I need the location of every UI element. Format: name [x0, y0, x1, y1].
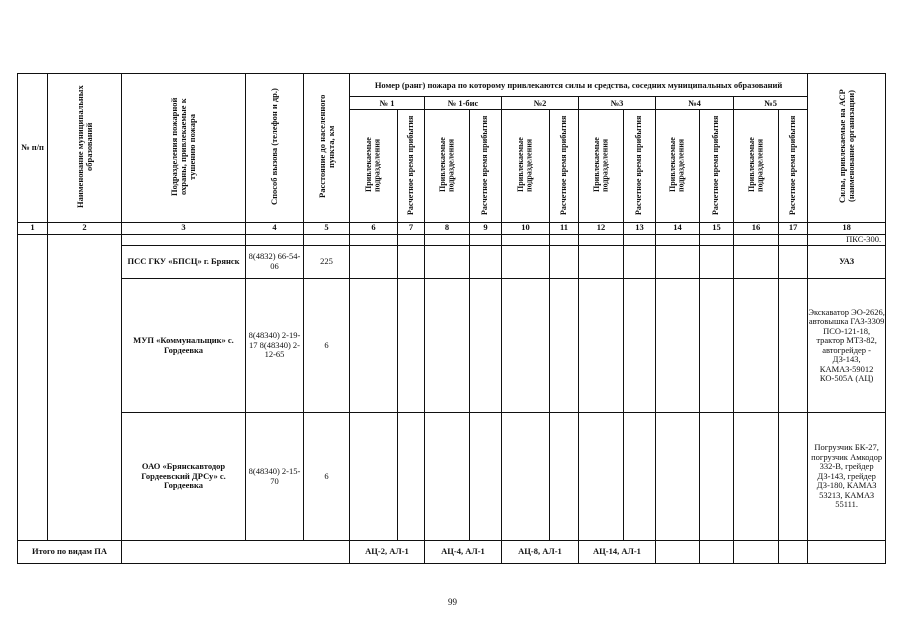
cell-empty — [579, 234, 624, 245]
colnum-4: 4 — [246, 222, 304, 234]
colnum-13: 13 — [624, 222, 656, 234]
sub-time-1: Расчетное время прибытия — [398, 110, 425, 222]
header-fire-units: Подразделения пожарной охраны, привлекаемые к тушению пожара — [122, 74, 246, 223]
colnum-9: 9 — [470, 222, 502, 234]
cell-empty — [734, 540, 779, 563]
cell-empty — [779, 413, 808, 540]
cell-empty — [425, 413, 470, 540]
cell-empty — [425, 245, 470, 278]
header-distance: Расстояние до населенного пункта, км — [304, 74, 350, 223]
cell-empty — [779, 540, 808, 563]
cell-empty — [398, 234, 425, 245]
cell-phone: 8(48340) 2-19-17 8(48340) 2-12-65 — [246, 279, 304, 413]
sub-time-3: Расчетное время прибытия — [624, 110, 656, 222]
sub-time-2: Расчетное время прибытия — [550, 110, 579, 222]
cell-empty — [656, 245, 700, 278]
sub-time-5: Расчетное время прибытия — [779, 110, 808, 222]
rank-1bis: № 1-бис — [425, 97, 502, 110]
colnum-10: 10 — [502, 222, 550, 234]
cell-empty — [700, 234, 734, 245]
colnum-17: 17 — [779, 222, 808, 234]
cell-empty — [550, 245, 579, 278]
cell-empty — [470, 413, 502, 540]
cell-empty — [624, 413, 656, 540]
fire-forces-table — [17, 73, 886, 564]
cell-empty — [470, 234, 502, 245]
cell-empty — [425, 279, 470, 413]
colnum-16: 16 — [734, 222, 779, 234]
colnum-1: 1 — [18, 222, 48, 234]
cell-empty — [502, 279, 550, 413]
cell-empty — [579, 279, 624, 413]
cell-empty — [502, 234, 550, 245]
sub-units-4: Привлекаемые подразделения — [656, 110, 700, 222]
cell-empty — [470, 245, 502, 278]
cell-empty — [502, 245, 550, 278]
cell-asr: Погрузчик БК-27, погрузчик Амкодор 332-В, грейдер ДЗ-143, грейдер ДЗ-180, КАМАЗ 53213, КАМАЗ 55111. — [808, 413, 886, 540]
cell-empty — [779, 279, 808, 413]
header-row-1 — [18, 74, 886, 97]
cell-empty — [350, 413, 398, 540]
cell-municipality — [48, 234, 122, 540]
header-call-method: Способ вызова (телефон и др.) — [246, 74, 304, 223]
colnum-5: 5 — [304, 222, 350, 234]
cell-asr: Экскаватор ЭО-2626, автовышка ГАЗ-3309 ПСО-121-18, трактор МТЗ-82, автогрейдер - ДЗ-143, КАМАЗ-59012 КО-505А (АЦ) — [808, 279, 886, 413]
column-number-row — [18, 222, 886, 234]
rank-3: №3 — [579, 97, 656, 110]
rank-4: №4 — [656, 97, 734, 110]
colnum-7: 7 — [398, 222, 425, 234]
cell-empty — [550, 413, 579, 540]
header-municipality: Наименование муниципальных образований — [48, 74, 122, 223]
page-number: 99 — [448, 597, 457, 607]
cell-empty — [734, 234, 779, 245]
cell-empty — [502, 413, 550, 540]
totals-rank-3: АЦ-14, АЛ-1 — [579, 540, 656, 563]
cell-distance — [304, 234, 350, 245]
cell-distance: 6 — [304, 279, 350, 413]
header-num: № п/п — [18, 74, 48, 223]
sub-units-5: Привлекаемые подразделения — [734, 110, 779, 222]
colnum-3: 3 — [122, 222, 246, 234]
rank-5: №5 — [734, 97, 808, 110]
totals-rank-1bis: АЦ-4, АЛ-1 — [425, 540, 502, 563]
cell-empty — [350, 279, 398, 413]
cell-empty — [425, 234, 470, 245]
cell-empty — [734, 279, 779, 413]
cell-distance: 6 — [304, 413, 350, 540]
cell-phone — [246, 234, 304, 245]
colnum-2: 2 — [48, 222, 122, 234]
colnum-6: 6 — [350, 222, 398, 234]
sub-units-1bis: Привлекаемые подразделения — [425, 110, 470, 222]
colnum-15: 15 — [700, 222, 734, 234]
cell-empty — [624, 234, 656, 245]
header-asr-forces: Силы, привлекаемые на АСР (наименование организации) — [808, 74, 886, 223]
cell-empty — [700, 540, 734, 563]
colnum-11: 11 — [550, 222, 579, 234]
table-row — [18, 245, 886, 278]
totals-label: Итого по видам ПА — [18, 540, 122, 563]
sub-time-4: Расчетное время прибытия — [700, 110, 734, 222]
totals-rank-1: АЦ-2, АЛ-1 — [350, 540, 425, 563]
cell-empty — [550, 234, 579, 245]
sub-units-2: Привлекаемые подразделения — [502, 110, 550, 222]
cell-empty — [656, 540, 700, 563]
table-row — [18, 413, 886, 540]
cell-empty — [734, 413, 779, 540]
cell-empty — [808, 540, 886, 563]
cell-empty — [398, 245, 425, 278]
cell-empty — [624, 279, 656, 413]
cell-empty — [550, 279, 579, 413]
totals-rank-2: АЦ-8, АЛ-1 — [502, 540, 579, 563]
table-row — [18, 279, 886, 413]
colnum-18: 18 — [808, 222, 886, 234]
cell-empty — [700, 279, 734, 413]
cell-empty — [779, 245, 808, 278]
cell-phone: 8(4832) 66-54-06 — [246, 245, 304, 278]
cell-empty — [700, 245, 734, 278]
rank-1: № 1 — [350, 97, 425, 110]
cell-org — [122, 234, 246, 245]
cell-empty — [779, 234, 808, 245]
cell-empty — [656, 234, 700, 245]
cell-org: МУП «Коммунальщик» с. Гордеевка — [122, 279, 246, 413]
cell-empty — [398, 279, 425, 413]
totals-empty — [122, 540, 350, 563]
cell-empty — [734, 245, 779, 278]
cell-num — [18, 234, 48, 540]
rank-2: №2 — [502, 97, 579, 110]
cell-empty — [656, 279, 700, 413]
sub-units-1: Привлекаемые подразделения — [350, 110, 398, 222]
cell-phone: 8(48340) 2-15-70 — [246, 413, 304, 540]
colnum-12: 12 — [579, 222, 624, 234]
cell-empty — [350, 245, 398, 278]
cell-empty — [624, 245, 656, 278]
cell-org: ПСС ГКУ «БПСЦ» г. Брянск — [122, 245, 246, 278]
cell-empty — [470, 279, 502, 413]
cell-empty — [579, 245, 624, 278]
totals-row — [18, 540, 886, 563]
sub-units-3: Привлекаемые подразделения — [579, 110, 624, 222]
cell-empty — [700, 413, 734, 540]
header-rank-group: Номер (ранг) пожара по которому привлекаются силы и средства, соседних муниципальных образований — [350, 74, 808, 97]
cell-empty — [656, 413, 700, 540]
cell-org: ОАО «Брянскавтодор Гордеевский ДРСу» с. Гордеевка — [122, 413, 246, 540]
cell-asr: УАЗ — [808, 245, 886, 278]
cell-empty — [579, 413, 624, 540]
table-row — [18, 234, 886, 245]
cell-distance: 225 — [304, 245, 350, 278]
cell-empty — [350, 234, 398, 245]
sub-time-1bis: Расчетное время прибытия — [470, 110, 502, 222]
colnum-14: 14 — [656, 222, 700, 234]
cell-empty — [398, 413, 425, 540]
colnum-8: 8 — [425, 222, 470, 234]
cell-asr: ПКС-300. — [808, 234, 886, 245]
